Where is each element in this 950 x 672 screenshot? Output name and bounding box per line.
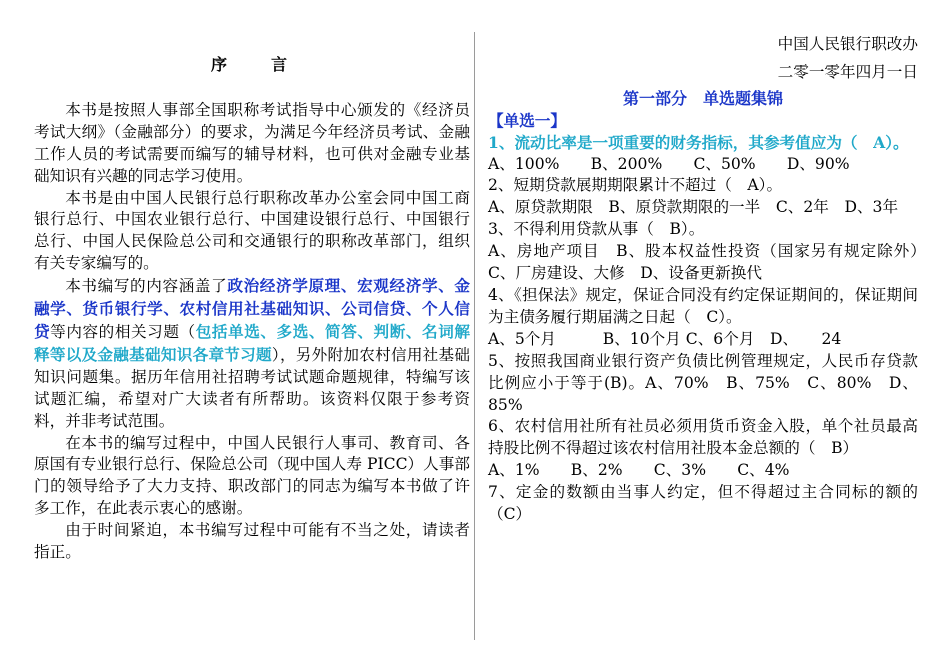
p3-text-a: 本书编写的内容涵盖了 [65,277,228,296]
questions-column [488,34,950,526]
question-1-options: A、100% B、200% C、50% D、90% [488,154,850,173]
question-3-options: A、房地产项目 B、股本权益性投资（国家另有规定除外） C、厂房建设、大修 D、设备更新换代 [488,242,950,283]
p3-subjects-highlight: 政治经济学原理、宏观经济学、金融学、货币银行学、农村信用社基础知识、公司信贷、个人信贷 [34,276,470,341]
p3-text-e: ），另外附加农村信用社基础知识问题集。据历年信用社招聘考试试题命题规律，特编写该试题汇编，希望对广大读者有所帮助。该资料仅限于参考资料，并非考试范围。 [34,345,470,430]
p3-types-highlight: 包括单选、多选、简答、判断、名词解释等以及金融基础知识各章节习题 [34,321,470,364]
question-2: 2、短期贷款展期期限累计不超过（ A）。 [488,176,783,195]
preface-paragraph-2: 本书是由中国人民银行总行职称改革办公室会同中国工商银行总行、中国农业银行总行、中国建设银行总行、中国银行总行、中国人民保险总公司和交通银行的职称改革部门，组织有关专家编写的。 [34,188,470,273]
preface-paragraph-1: 本书是按照人事部全国职称考试指导中心颁发的《经济员考试大纲》（金融部分）的要求，为满足今年经济员考试、金融工作人员的考试需要而编写的辅导材料，也可供对金融专业基础知识有兴趣的同志学习使用。 [34,100,470,185]
question-3: 3、不得利用贷款从事（ B）。 [488,220,705,239]
question-7: 7、定金的数额由当事人约定，但不得超过主合同标的额的（C） [488,483,918,524]
p3-text-c: 等内容的相关习题（ [50,322,196,341]
signature-org: 中国人民银行职改办 [777,35,918,53]
question-1: 1、流动比率是一项重要的财务指标，其参考值应为（ A）。 [488,132,909,152]
section-title: 第一部分 单选题集锦 [622,88,783,108]
preface-paragraph-3 [34,275,470,432]
question-2-options: A、原贷款期限 B、原贷款期限的一半 C、2年 D、3年 [488,198,899,217]
preface-paragraph-4: 在本书的编写过程中，中国人民银行人事司、教育司、各原国有专业银行总行、保险总公司（现中国人寿 PICC）人事部门的领导给予了大力支持、职改部门的同志为编写本书做了许多工作，在此表示衷心的感谢。 [34,433,470,518]
question-6: 6、农村信用社所有社员必须用货币资金入股，单个社员最高持股比例不得超过该农村信用社股本金总额的（ B） [488,417,918,458]
preface-title: 序 言 [210,55,301,74]
preface-paragraph-5: 由于时间紧迫，本书编写过程中可能有不当之处，请读者指正。 [34,521,470,562]
section-tag: 【单选一】 [488,110,566,130]
question-4-options: A、5个月 B、10个月 C、6个月 D、 24 [488,329,842,348]
preface-column [34,46,470,564]
question-4: 4、《担保法》规定，保证合同没有约定保证期间的，保证期间为主债务履行期届满之日起（ C）。 [488,285,918,326]
signature-date: 二零一零年四月一日 [777,62,918,81]
question-6-options: A、1% B、2% C、3% C、4% [488,461,790,480]
column-divider [474,32,475,640]
question-5: 5、按照我国商业银行资产负债比例管理规定，人民币存贷款比例应小于等于(B)。A、70% B、75% C、80% D、85% [488,351,918,414]
